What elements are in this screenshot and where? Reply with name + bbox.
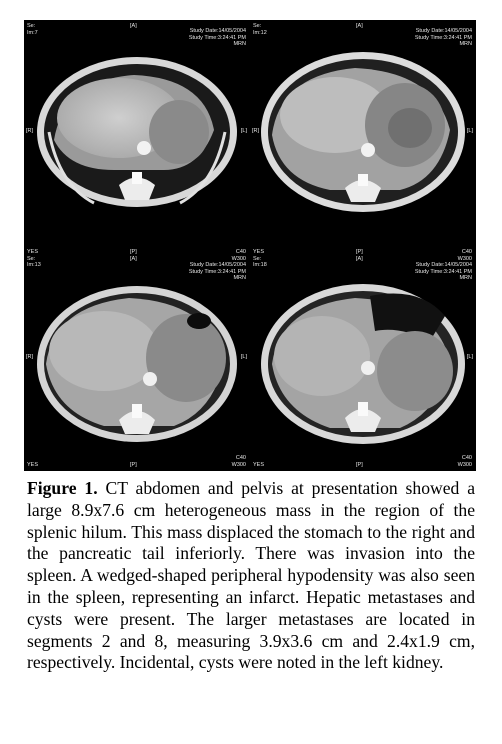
overlay-top-left: Se: Im:7: [27, 23, 38, 36]
overlay-top-center: [P] [A]: [130, 249, 137, 262]
overlay-bottom-left: YES: [253, 461, 265, 468]
overlay-right-mid: [L]: [240, 128, 247, 134]
ct-slice-image: [250, 20, 476, 245]
overlay-top-center: [P] [A]: [356, 249, 363, 262]
caption-text: CT abdomen and pelvis at presentation showed a large 8.9x7.6 cm heterogeneous mass in the region of the splenic hilum. This mass displaced the stomach to the right and the pancreatic tail inferiorly. There was invasion into the spleen. A wedged-shaped peripheral hypodensity was also seen in the spleen, representing an infarct. Hepatic metastases and cysts were present. The larger metastases are located in segments 2 and 8, measuring 3.9x3.6 cm and 2.4x1.9 cm, respectively. Incidental, cysts were noted in the left kidney.: [27, 478, 475, 673]
overlay-top-right: Study Date:14/05/2004 Study Time:3:24:41 PM MRN: [188, 28, 246, 47]
overlay-left-mid: [R]: [26, 354, 34, 360]
overlay-top-right: C40 W300 Study Date:14/05/2004 Study Time:3:24:41 PM MRN: [188, 249, 246, 281]
ct-scan-bottom-left: [24, 246, 250, 471]
ct-slice-image: [24, 20, 250, 245]
overlay-left-mid: [R]: [252, 128, 260, 134]
overlay-bottom-center: [P]: [130, 461, 137, 468]
overlay-bottom-center: [P]: [356, 461, 363, 468]
overlay-right-mid: [L]: [466, 354, 473, 360]
figure-caption: [27, 478, 475, 674]
overlay-top-center: [A]: [130, 23, 137, 29]
overlay-right-mid: [L]: [466, 128, 473, 134]
overlay-right-mid: [L]: [240, 354, 247, 360]
overlay-bottom-right: C40 W300: [457, 455, 472, 468]
overlay-left-mid: [R]: [26, 128, 34, 134]
ct-figure-panel: [24, 20, 476, 471]
ct-scan-top-right: [250, 20, 476, 245]
overlay-bottom-right: C40 W300: [231, 455, 246, 468]
overlay-top-right: C40 W300 Study Date:14/05/2004 Study Time:3:24:41 PM MRN: [414, 249, 472, 281]
overlay-top-center: [A]: [356, 23, 363, 29]
overlay-top-right: Study Date:14/05/2004 Study Time:3:24:41 PM MRN: [414, 28, 472, 47]
ct-scan-bottom-right: [250, 246, 476, 471]
figure-label: Figure 1.: [27, 478, 98, 498]
overlay-top-left: YES Se: Im:13: [27, 249, 41, 268]
ct-scan-top-left: [24, 20, 250, 245]
overlay-top-left: Se: Im:12: [253, 23, 267, 36]
overlay-bottom-left: YES: [27, 461, 39, 468]
overlay-top-left: YES Se: Im:18: [253, 249, 267, 268]
